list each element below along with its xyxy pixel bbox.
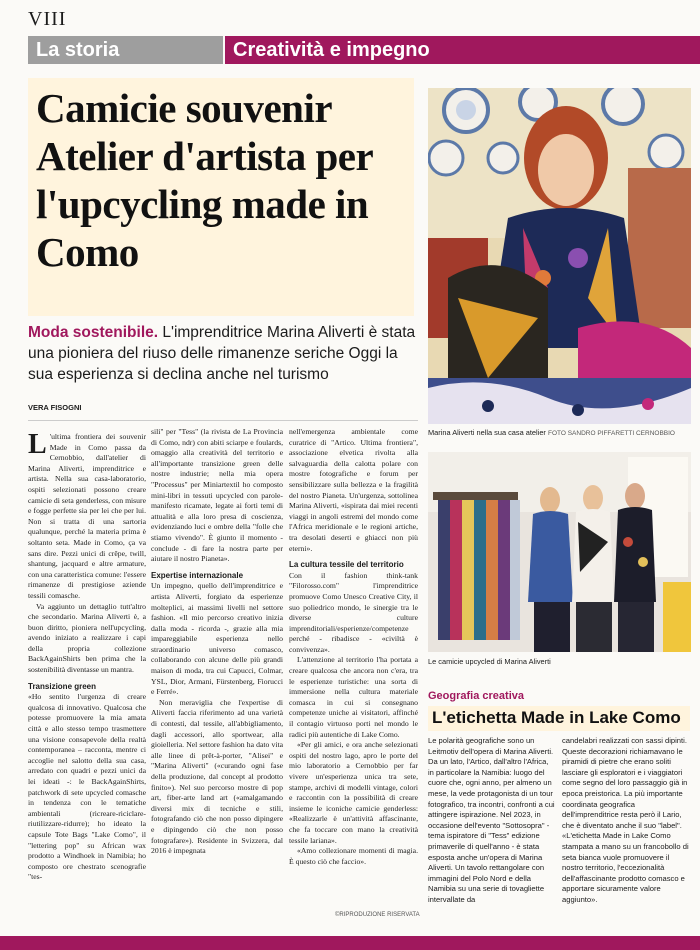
divider [28,420,418,421]
paragraph: Va aggiunto un dettaglio tutt'altro che secondario. Marina Aliverti è, a buon diritto, pioniera nell'upcycling, avendo iniziato a realizzare i capi della propria collezione BackAgainShirts ben prima che la sostenibilità diventasse un mantra. [28,601,146,675]
paragraph: nell'emergenza ambientale come curatrice di "Artico. Ultima frontiera", associazione elvetica rivolta alla salvaguardia della calotta polare con mostre fotografiche e forum per sensibilizzare sulla bellezza e la fragilità del nostro Pianeta. Un'urgenza, sottolinea Marina Aliverti, «ispirata dai miei recenti viaggi in angoli estremi del mondo come l'Africa meridionale e le regioni artiche, tra desolati deserti e ghiacci non più eterni». [289,427,418,553]
photo-shirts [428,452,691,652]
paragraph: «Ho sentito l'urgenza di creare qualcosa di innovativo. Qualcosa che potesse promuovere la mia amata città e allo stesso tempo trasmettere una visione consapevole della realtà contemporanea – racconta, mentre ci accoglie nel salotto della sua casa, arredato con quadri e pezzi unici da lei ideati -: le BackAgainShirts, patchwork di sete upcycled comasche in tendenza con le tematiche ambientali (ricreare-riciclare- riutilizzare-ridurre); ho ideato la capsule Tote Bags "Lake Como", il "lettering pop" su African wax prodotto a Windhoek in Namibia; ho composto ore chestrato scenografie "tes- [28,692,146,882]
paragraph: «Per gli amici, e ora anche selezionati ospiti del nostro lago, apro le porte del mio laboratorio a Cernobbio per far vivere un'esperienza unica tra sete, stampe, archivi di modelli vintage, colori e raccontin con la possibilità di creare insieme le iconiche camicie genderless: «Realizzarle è un'attività affascinante, che fa toccare con mano la creatività tessile lariana». [289,740,418,845]
deck-text: L'imprenditrice Marina Aliverti è stata una pioniera del riuso delle rimanenze seriche Oggi la sua esperienza si declina anche nel turismo [28,324,416,383]
article-column-2 [151,427,283,857]
paragraph: Un impegno, quello dell'imprenditrice e artista Aliverti, forgiato da esperienze molteplici, ai massimi livelli nel settore fashion. «Il mio percorso creativo inizia dalla moda - ricorda -, grazie alla mia impareggiabile esperienza nello straordinario universo comasco, collaborando con alcune delle più grandi maison di moda, tra cui Capucci, Colmar, YSL, Dior, Armani, Fürstenberg, Fiorucci e Ferré». [151,581,283,697]
drop-cap: L [28,429,47,460]
caption-text: Marina Aliverti nella sua casa atelier [428,428,546,437]
bottom-bar [0,936,700,950]
sidebar-title: L'etichetta Made in Lake Como [432,708,681,727]
paragraph: sili" per "Tess" (la rivista de La Provincia di Como, ndr) con abiti sciarpe e foulards, omaggio alla creatività del territorio e all'importante transizione green delle nostre industrie; nella mia opera "Processus" per Miniartextil ho composto mini-libri in tessuti upcycled con parole-manifesto ricamate, legate ai forti temi di attualità e alla loro presa di coscienza, evidenziando luci e ombre della "folle che stiamo vivendo". È giunto il momento - conclude - di fare la nostra parte per aiutare il nostro Pianeta». [151,427,283,564]
article-column-1 [28,429,146,883]
section-title: Creatività e impegno [225,36,700,64]
photo-atelier [428,88,691,424]
page-number: VIII [28,8,67,30]
sidebar-column-2: candelabri realizzati con sassi dipinti. Queste decorazioni richiamavano le piramidi di pietre che erano soliti lasciare gli esploratori e i viaggiatori come segno del loro passaggio già in epoca preistorica. La più importante coordinata geografica dell'imprenditrice resta però il Lario, che è diventato anche il suo "label". «L'etichetta Made in Lake Como stampata a mano su un francobollo di seta bianca vuole promuovere il nostro territorio, l'eccezionalità dell'affascinante prodotto comasco e apportare sicuramente valore aggiunto». [562,736,689,904]
article-title: Camicie souvenir Atelier d'artista per l'upcycling made in Como [36,85,373,275]
byline: VERA FISOGNI [28,403,82,412]
subheading: La cultura tessile del territorio [289,560,404,570]
paragraph: Non meraviglia che l'expertise di Aliverti faccia riferimento ad una varietà di contesti, dal tessile, all'abbigliamento, dagli accessori, allo sportwear, alla gioielleria. Nel settore fashion ha dato vita alle linee di prêt-à-porter, "Alisei" e "Marina Aliverti" («curando ogni fase della produzione, dal concept al prodotto finito»). Nel suo percorso mostre di pop art, fiber-arte land art («amalgamando diversi mix di tecniche e stili, fotografando ciò che non posso dipingere e dipingendo ciò che non posso fotografare»). Residente in Svizzera, dal 2016 è impegnata [151,697,283,856]
paragraph: L'attenzione al territorio l'ha portata a creare qualcosa che ancora non c'era, tra le esperienze turistiche: una sorta di immersione nella cultura materiale comasca in cui si consegnano competenze uniche ai visitatori, affinché il contagio virtuoso porti nel mondo le radici più autentiche di Lake Como. [289,655,418,739]
paragraph: «Amo collezionare momenti di magia. È questo ciò che faccio». [289,846,418,866]
deck-lead: Moda sostenibile. [28,324,159,341]
sidebar-label: Geografia creativa [428,690,524,702]
section-label: La storia [28,36,223,64]
subheading: Expertise internazionale [151,570,244,580]
copyright-note: ©RIPRODUZIONE RISERVATA [335,912,420,918]
photo-shirts-image [428,452,691,652]
photo-caption: Le camicie upcycled di Marina Aliverti [428,657,551,666]
subheading: Transizione green [28,681,97,691]
sidebar-column-1: Le polarità geografiche sono un Leitmotiv dell'opera di Marina Aliverti. Da un lato, l'Artico, dall'altro l'Africa, in particolare la Namibia: luogo del cuore che, ogni anno, per almeno un mese, la vede protagonista di un tour fotografico, tra incontri, confronti a cui attingere ispirazione. Nel 2023, in occasione dell'evento "Sottosopra" - tema ispiratore di "Tess" edizione primaverile di quell'anno - è stata esposta anche un'opera di Marina Aliverti. Un tavolo rettangolare con immagini del Polo Nord e della Namibia su una serie di tovagliette intervallate da [428,736,555,904]
article-deck [28,322,418,385]
paragraph: Con il fashion think-tank "Filorosso.com" l'imprenditrice promuove Como Unesco Creative City, il suo poliedrico mondo, le sinergie tra le diverse culture imprenditoriali/esperienze/competenze perché - ribadisce - «civiltà è convivenza». [289,570,418,654]
photo-caption [428,428,691,437]
photo-atelier-image [428,88,691,424]
photo-credit: FOTO SANDRO PIFFARETTI CERNOBBIO [547,430,675,437]
article-column-3 [289,427,418,867]
paragraph: L 'ultima frontiera dei souvenir Made in Como passa da Cernobbio, dall'atelier di Marina Aliverti, imprenditrice e artista. Nella sua casa-laboratorio, ospiti selezionati possono creare camicie di seta genderless, con misure e fogge perfette sia per lei che per lui. Non si tratta di una sartoria qualunque, perché la materia prima è soltanto seta. Made in Como, ça va sans dire. Pezzi unici di crêpe, twill, shantung, jacquard e altre armature, con una caratteristica comune: l'essere rimanenze di prestigiose aziende tessili comasche. [28,429,146,600]
